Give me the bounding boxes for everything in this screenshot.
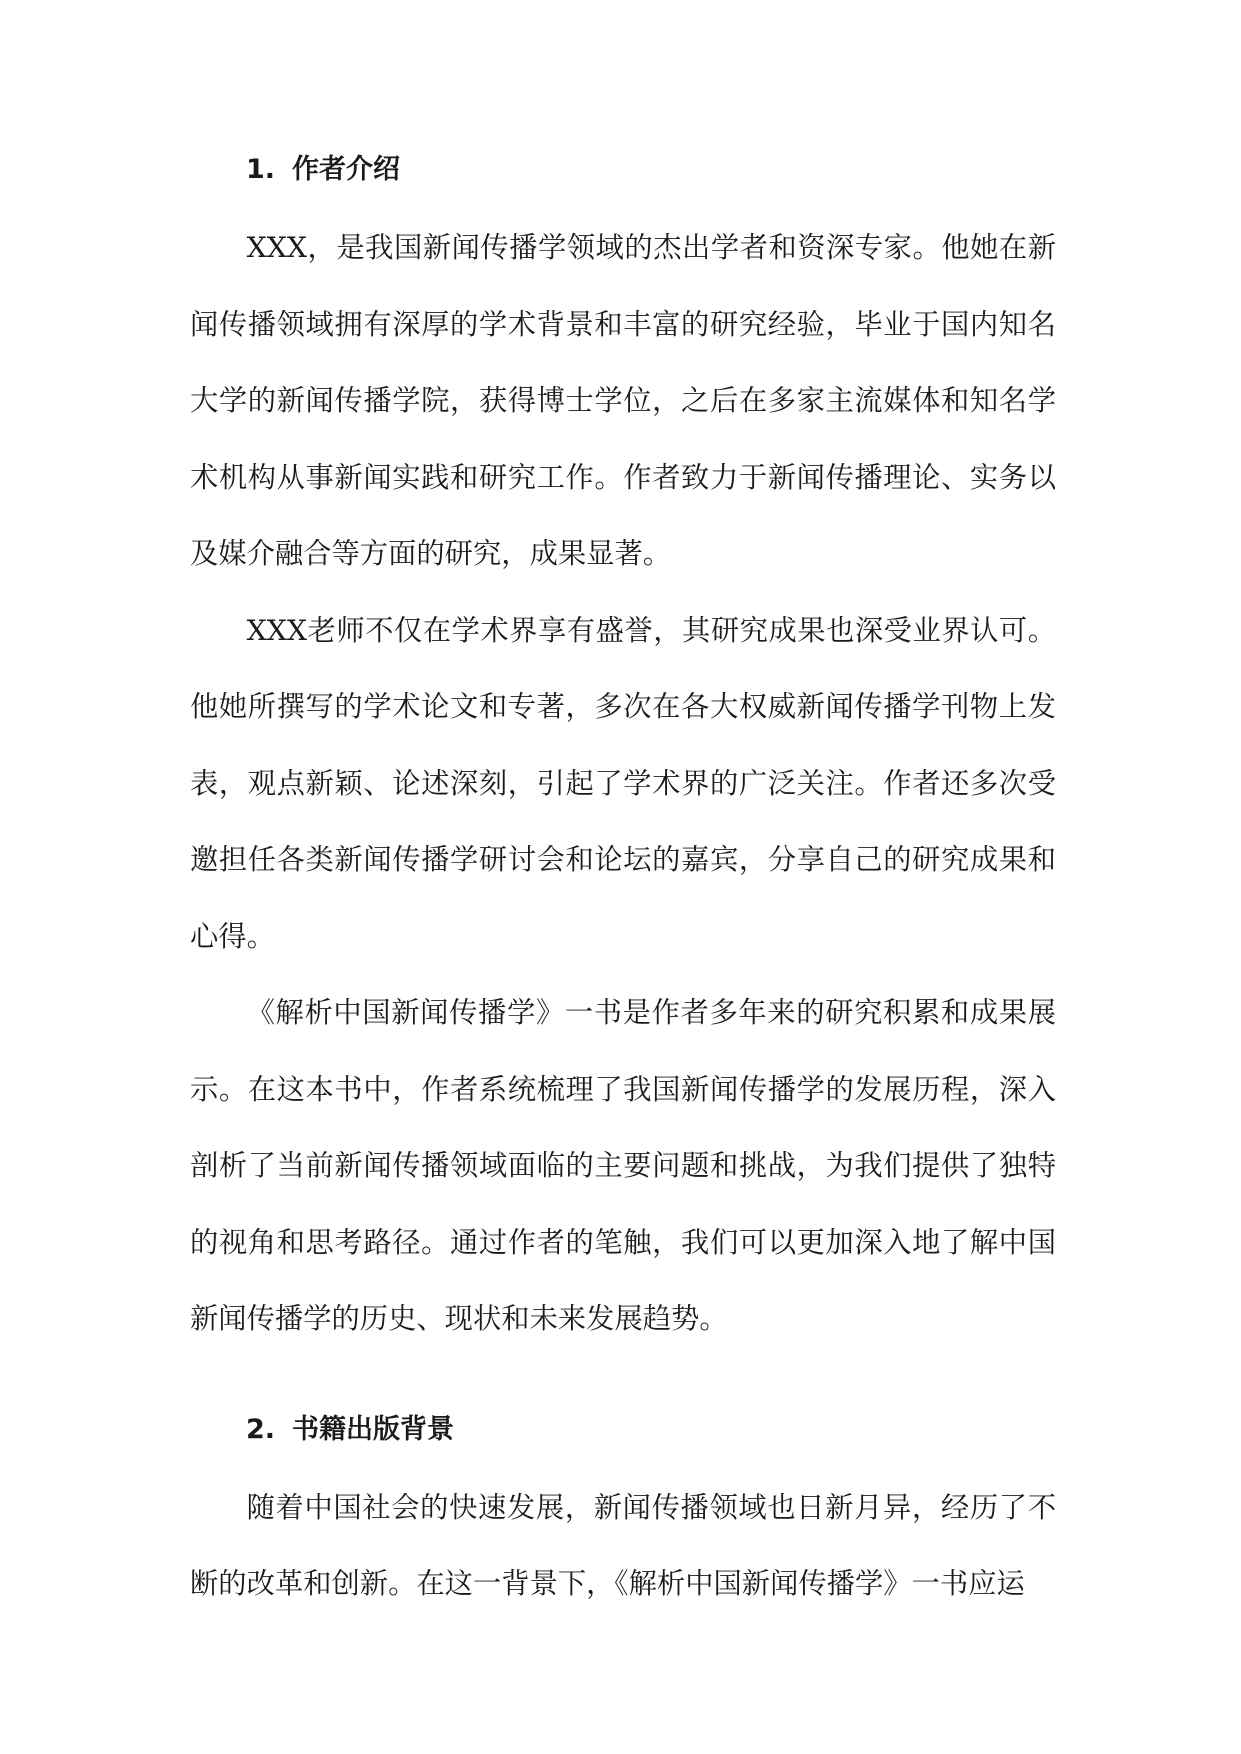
paragraph: XXX老师不仅在学术界享有盛誉，其研究成果也深受业界认可。他她所撰写的学术论文和专著，多次在各大权威新闻传播学刊物上发表，观点新颖、论述深刻，引起了学术界的广泛关注。作者还多次受邀担任各类新闻传播学研讨会和论坛的嘉宾，分享自己的研究成果和心得。 <box>190 613 1056 953</box>
section-heading <box>190 1400 1056 1460</box>
paragraph: 《解析中国新闻传播学》一书是作者多年来的研究积累和成果展示。在这本书中，作者系统梳理了我国新闻传播学的发展历程，深入剖析了当前新闻传播领域面临的主要问题和挑战，为我们提供了独特的视角和思考路径。通过作者的笔触，我们可以更加深入地了解中国新闻传播学的历史、现状和未来发展趋势。 <box>190 996 1056 1335</box>
section-author-intro <box>190 140 1056 1358</box>
paragraph: XXX，是我国新闻传播学领域的杰出学者和资深专家。他她在新闻传播领域拥有深厚的学术背景和丰富的研究经验，毕业于国内知名大学的新闻传播学院，获得博士学位，之后在多家主流媒体和知名学术机构从事新闻实践和研究工作。作者致力于新闻传播理论、实务以及媒介融合等方面的研究，成果显著。 <box>190 231 1056 570</box>
section-number: 2. <box>246 1413 276 1445</box>
section-heading <box>190 140 1056 200</box>
section-title: 书籍出版背景 <box>292 1413 454 1445</box>
document-body <box>190 140 1056 1623</box>
section-title: 作者介绍 <box>292 154 400 185</box>
paragraph: 随着中国社会的快速发展，新闻传播领域也日新月异，经历了不断的改革和创新。在这一背景下，《解析中国新闻传播学》一书应运 <box>190 1490 1056 1600</box>
section-publication-background <box>190 1400 1056 1623</box>
section-number: 1. <box>246 154 276 185</box>
